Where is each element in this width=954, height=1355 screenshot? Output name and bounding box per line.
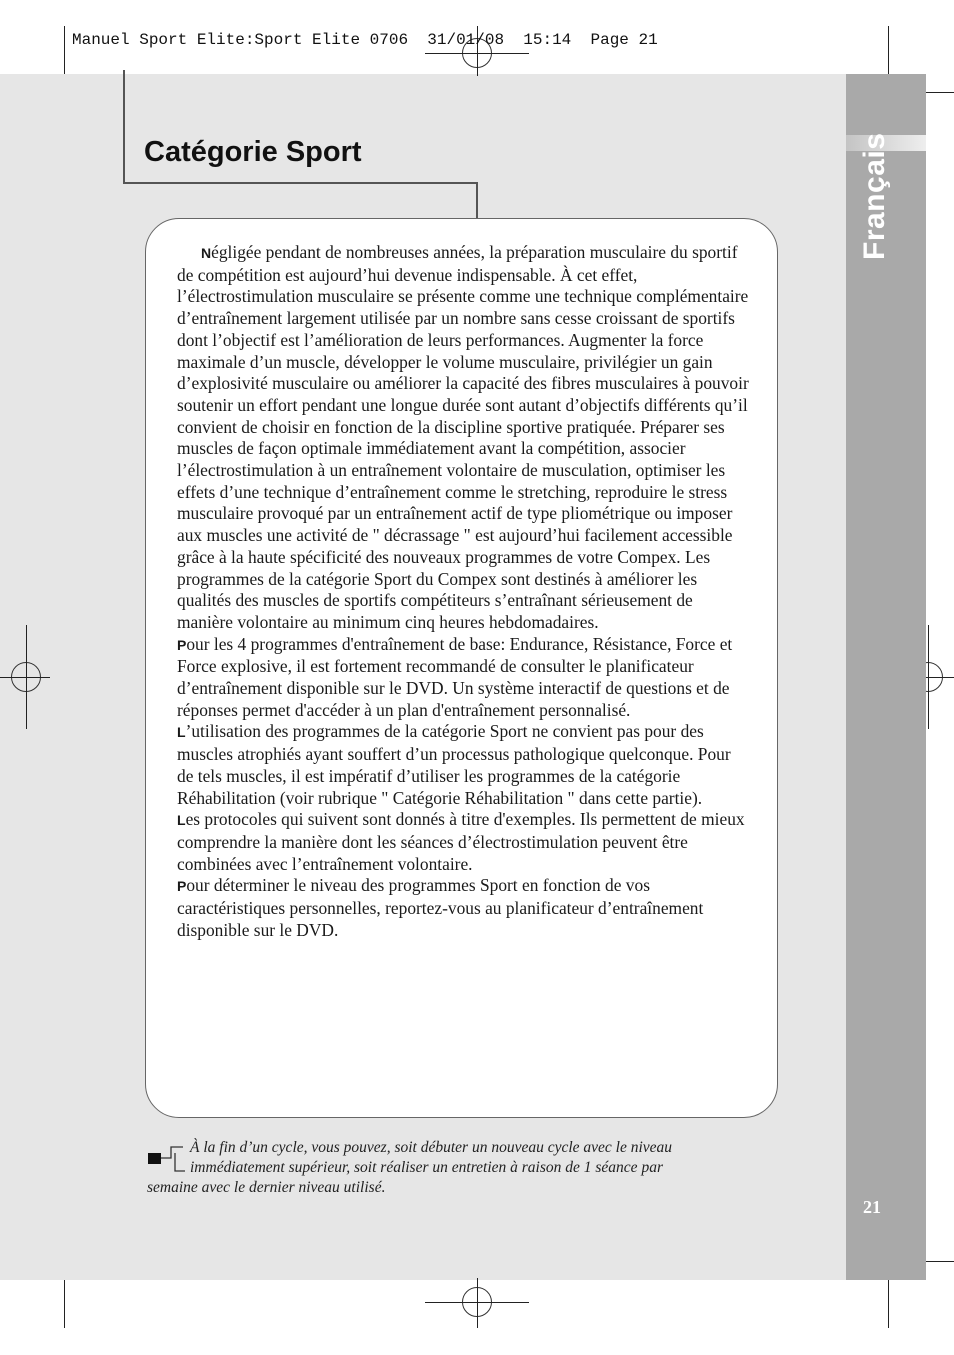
paragraph-text: ’utilisation des programmes de la catégorie Sport ne convient pas pour des muscles atrophiés ayant souffert d’un processus pathologique quelconque. Pour de tels muscles, il est impératif d’utiliser les programmes de la catégorie Réhabilitation (voir rubrique " Catégorie Réhabilitation " dans cette partie).	[177, 721, 731, 808]
note-text	[147, 1138, 777, 1198]
note-line: immédiatement supérieur, soit réaliser un entretien à raison de 1 séance par	[190, 1159, 663, 1176]
note-line: À la fin d’un cycle, vous pouvez, soit débuter un nouveau cycle avec le niveau	[190, 1139, 673, 1156]
drop-cap: L	[177, 724, 186, 741]
crop-mark	[888, 26, 889, 78]
paragraph-text: our les 4 programmes d'entraînement de base: Endurance, Résistance, Force et Force explosive, il est fortement recommandé de consulter le planificateur d’entraînement disponible sur le DVD. Un système interactif de questions et de réponses permet d'accéder à un plan d'entraînement personnalisé.	[177, 633, 733, 720]
paragraph	[177, 242, 749, 634]
drop-cap: P	[177, 636, 187, 653]
language-label: Français	[858, 132, 891, 260]
paragraph	[177, 721, 749, 809]
paragraph-text: our déterminer le niveau des programmes Sport en fonction de vos caractéristiques personnelles, reportez-vous au planificateur d’entraînement disponible sur le DVD.	[177, 875, 704, 940]
paragraph	[177, 634, 749, 722]
crop-mark	[888, 1276, 889, 1328]
drop-cap: N	[201, 245, 212, 261]
paragraph-text: égligée pendant de nombreuses années, la préparation musculaire du sportif de compétition est aujourd’hui devenue indispensable. À cet effet, l’électrostimulation musculaire se présente comme une technique complémentaire d’entraînement largement utilisée par un nombre sans cesse croissant de sportifs dont l’objectif est l’amélioration de leurs performances. Augmenter la force maximale d’un muscle, développer le volume musculaire, privilégier un gain d’explosivité musculaire ou améliorer la capacité des fibres musculaires à pouvoir soutenir un effort pendant une longue durée sont autant d’objectifs différents qu’il convient de choisir en fonction de la discipline sportive pratiquée. Préparer ses muscles de façon optimale immédiatement avant la compétition, associer l’électrostimulation à un entraînement volontaire de musculation, optimiser les effets d’une technique d’entraînement comme le stretching, reproduire le stress musculaire provoqué par un entraînement actif de type pliométrique ou imposer aux muscles une activité de " décrassage " est aujourd’hui facilement accessible grâce à la haute spécificité des nouveaux programmes de votre Compex. Les programmes de la catégorie Sport du Compex sont destinés à améliorer les qualités des muscles de sportifs compétiteurs s’entraînant sérieusement de manière volontaire au minimum cinq heures hebdomadaires.	[177, 242, 749, 632]
crop-mark	[64, 1276, 65, 1328]
drop-cap: P	[177, 878, 187, 895]
paragraph	[177, 809, 749, 875]
registration-line	[26, 625, 27, 729]
note-line: semaine avec le dernier niveau utilisé.	[147, 1179, 386, 1196]
drop-cap: L	[177, 812, 186, 829]
crop-mark	[64, 26, 65, 78]
registration-line	[928, 625, 929, 729]
page-title: Catégorie Sport	[144, 136, 362, 168]
registration-line	[0, 677, 50, 678]
body-text	[177, 242, 749, 942]
page-number: 21	[863, 1197, 881, 1217]
registration-line	[477, 1278, 478, 1328]
print-slug: Manuel Sport Elite:Sport Elite 0706 31/01/08 15:14 Page 21	[72, 31, 658, 49]
paragraph-text: es protocoles qui suivent sont donnés à titre d'exemples. Ils permettent de mieux comprendre la manière dont les séances d’électrostimulation peuvent être combinées avec l’entraînement volontaire.	[177, 809, 745, 874]
paragraph	[177, 875, 749, 941]
title-frame-tick	[476, 182, 478, 218]
